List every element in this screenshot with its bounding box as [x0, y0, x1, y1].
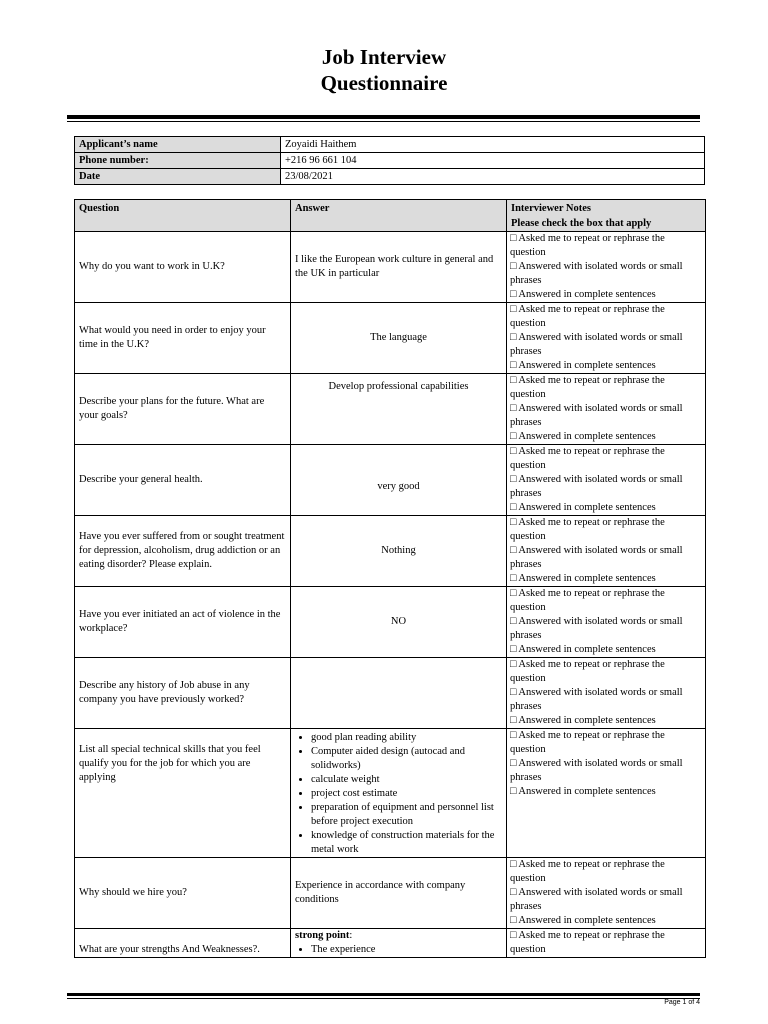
question-cell: Describe your plans for the future. What are your goals?	[75, 374, 291, 445]
notes-cell	[507, 658, 706, 729]
list-item: • preparation of equipment and personnel list before project execution	[311, 801, 502, 829]
table-row	[75, 929, 706, 958]
table-row	[75, 516, 706, 587]
note-option-isolated[interactable]: □ Answered with isolated words or small phrases	[510, 261, 683, 286]
answer-header: Answer	[291, 200, 507, 232]
list-item: • The experience	[311, 943, 502, 957]
answer-cell	[291, 658, 507, 729]
table-row	[75, 858, 706, 929]
strength-heading: strong point:	[295, 930, 353, 941]
date-label: Date	[75, 169, 281, 185]
strengths-list	[295, 943, 502, 957]
note-option-repeat[interactable]: □ Asked me to repeat or rephrase the question	[510, 730, 665, 755]
note-option-repeat[interactable]: □ Asked me to repeat or rephrase the question	[510, 659, 665, 684]
answer-cell: I like the European work culture in general and the UK in particular	[291, 232, 507, 303]
note-option-complete[interactable]: □ Answered in complete sentences	[510, 644, 656, 655]
table-row	[75, 587, 706, 658]
question-cell: Describe your general health.	[75, 445, 291, 516]
document-title	[0, 44, 768, 96]
top-divider	[67, 115, 700, 119]
note-option-isolated[interactable]: □ Answered with isolated words or small phrases	[510, 758, 683, 783]
table-row	[75, 374, 706, 445]
note-option-isolated[interactable]: □ Answered with isolated words or small phrases	[510, 887, 683, 912]
note-option-isolated[interactable]: □ Answered with isolated words or small phrases	[510, 545, 683, 570]
note-option-repeat[interactable]: □ Asked me to repeat or rephrase the question	[510, 517, 665, 542]
notes-header	[507, 200, 706, 232]
note-option-complete[interactable]: □ Answered in complete sentences	[510, 573, 656, 584]
question-cell: What are your strengths And Weaknesses?.	[75, 929, 291, 958]
answer-cell	[291, 729, 507, 858]
note-option-isolated[interactable]: □ Answered with isolated words or small phrases	[510, 403, 683, 428]
question-cell: Why should we hire you?	[75, 858, 291, 929]
table-row	[75, 658, 706, 729]
question-cell: What would you need in order to enjoy your time in the U.K?	[75, 303, 291, 374]
answer-cell: Nothing	[291, 516, 507, 587]
table-row	[75, 303, 706, 374]
notes-header-line2: Please check the box that apply	[511, 218, 652, 229]
notes-cell	[507, 445, 706, 516]
notes-cell	[507, 858, 706, 929]
applicant-name-label: Applicant’s name	[75, 137, 281, 153]
applicant-name-value: Zoyaidi Haithem	[281, 137, 705, 153]
table-header-row	[75, 200, 706, 232]
phone-label: Phone number:	[75, 153, 281, 169]
table-row	[75, 445, 706, 516]
date-row	[75, 169, 705, 185]
list-item: • Computer aided design (autocad and solidworks)	[311, 745, 502, 773]
note-option-complete[interactable]: □ Answered in complete sentences	[510, 786, 656, 797]
note-option-repeat[interactable]: □ Asked me to repeat or rephrase the question	[510, 930, 665, 955]
question-cell: List all special technical skills that you feel qualify you for the job for which you are applying	[75, 729, 291, 858]
phone-value: +216 96 661 104	[281, 153, 705, 169]
note-option-complete[interactable]: □ Answered in complete sentences	[510, 289, 656, 300]
question-cell: Describe any history of Job abuse in any company you have previously worked?	[75, 658, 291, 729]
notes-cell	[507, 929, 706, 958]
note-option-complete[interactable]: □ Answered in complete sentences	[510, 715, 656, 726]
question-header: Question	[75, 200, 291, 232]
date-value: 23/08/2021	[281, 169, 705, 185]
note-option-repeat[interactable]: □ Asked me to repeat or rephrase the question	[510, 446, 665, 471]
list-item: • calculate weight	[311, 773, 502, 787]
applicant-info-table	[74, 136, 705, 185]
note-option-complete[interactable]: □ Answered in complete sentences	[510, 431, 656, 442]
notes-cell	[507, 232, 706, 303]
applicant-name-row	[75, 137, 705, 153]
notes-cell	[507, 374, 706, 445]
answer-cell: NO	[291, 587, 507, 658]
answer-cell	[291, 929, 507, 958]
note-option-isolated[interactable]: □ Answered with isolated words or small phrases	[510, 616, 683, 641]
note-option-isolated[interactable]: □ Answered with isolated words or small phrases	[510, 687, 683, 712]
skills-list	[295, 731, 502, 857]
list-item: • knowledge of construction materials for the metal work	[311, 829, 502, 857]
title-line-2: Questionnaire	[320, 71, 448, 95]
note-option-repeat[interactable]: □ Asked me to repeat or rephrase the question	[510, 588, 665, 613]
top-divider-thin	[67, 121, 700, 122]
note-option-complete[interactable]: □ Answered in complete sentences	[510, 915, 656, 926]
note-option-repeat[interactable]: □ Asked me to repeat or rephrase the question	[510, 375, 665, 400]
list-item: • project cost estimate	[311, 787, 502, 801]
page-number: Page 1 of 4	[664, 999, 700, 1006]
title-line-1: Job Interview	[321, 45, 447, 69]
table-row	[75, 729, 706, 858]
question-cell: Have you ever suffered from or sought treatment for depression, alcoholism, drug addiction or an eating disorder? Please explain.	[75, 516, 291, 587]
notes-cell	[507, 587, 706, 658]
note-option-repeat[interactable]: □ Asked me to repeat or rephrase the question	[510, 233, 665, 258]
note-option-repeat[interactable]: □ Asked me to repeat or rephrase the question	[510, 859, 665, 884]
notes-cell	[507, 729, 706, 858]
note-option-repeat[interactable]: □ Asked me to repeat or rephrase the question	[510, 304, 665, 329]
note-option-complete[interactable]: □ Answered in complete sentences	[510, 502, 656, 513]
phone-row	[75, 153, 705, 169]
notes-cell	[507, 516, 706, 587]
notes-cell	[507, 303, 706, 374]
questionnaire-table	[74, 199, 706, 958]
question-cell: Have you ever initiated an act of violence in the workplace?	[75, 587, 291, 658]
note-option-isolated[interactable]: □ Answered with isolated words or small phrases	[510, 332, 683, 357]
note-option-isolated[interactable]: □ Answered with isolated words or small phrases	[510, 474, 683, 499]
question-cell: Why do you want to work in U.K?	[75, 232, 291, 303]
answer-cell: The language	[291, 303, 507, 374]
answer-cell: Develop professional capabilities	[291, 374, 507, 445]
bottom-divider	[67, 993, 700, 996]
note-option-complete[interactable]: □ Answered in complete sentences	[510, 360, 656, 371]
answer-cell: Experience in accordance with company conditions	[291, 858, 507, 929]
notes-header-line1: Interviewer Notes	[511, 203, 591, 214]
table-row	[75, 232, 706, 303]
answer-cell: very good	[291, 445, 507, 516]
list-item: • good plan reading ability	[311, 731, 502, 745]
